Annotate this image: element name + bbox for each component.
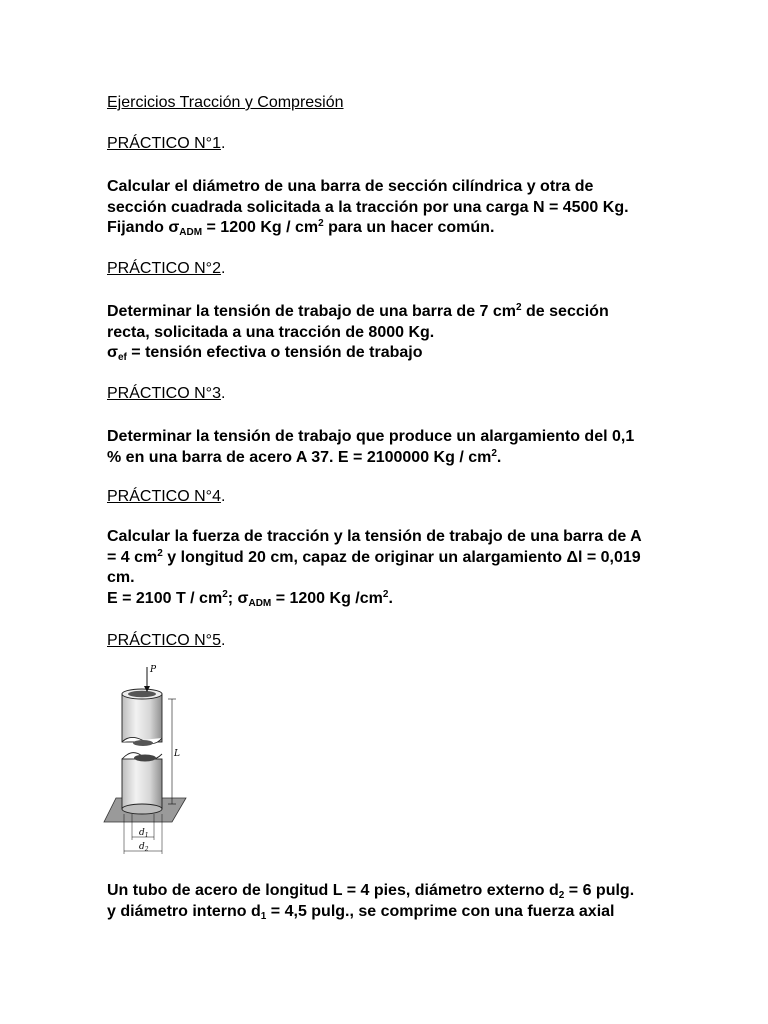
practico-2-heading-text: PRÁCTICO N°2 (107, 260, 221, 277)
text-run: = 4,5 pulg., se comprime con una fuerza axial (266, 902, 615, 920)
practico-4-line-2 (107, 548, 667, 569)
practico-5-heading-text: PRÁCTICO N°5 (107, 632, 221, 649)
practico-3-heading-text: PRÁCTICO N°3 (107, 385, 221, 402)
text-run: = 1200 Kg /cm (271, 589, 383, 607)
practico-1-line-2: sección cuadrada solicitada a la tracción por una carga N = 4500 Kg. (107, 198, 629, 216)
practico-1-heading: PRÁCTICO N°1. (107, 135, 226, 152)
practico-1-text (107, 177, 667, 239)
text-run: y diámetro interno d (107, 902, 261, 920)
text-run: % en una barra de acero A 37. E = 2100000 Kg / cm (107, 448, 492, 466)
text-run: E = 2100 T / cm (107, 589, 223, 607)
text-run: y longitud 20 cm, capaz de originar un alargamiento Δl = 0,019 (162, 548, 641, 566)
superscript: 2 (318, 218, 324, 229)
text-run: . (388, 589, 393, 607)
practico-3-heading: PRÁCTICO N°3. (107, 385, 226, 402)
text-run: ; σ (227, 589, 249, 607)
text-run: Determinar la tensión de trabajo de una barra de 7 cm (107, 303, 517, 320)
superscript: 2 (382, 588, 389, 600)
text-run: = 4 cm (107, 548, 158, 566)
practico-4-line-3: cm. (107, 569, 135, 586)
subscript: ADM (179, 227, 203, 238)
text-run: = 6 pulg. (564, 882, 635, 899)
tube-upper-segment (122, 694, 162, 742)
practico-2-heading: PRÁCTICO N°2. (107, 260, 226, 277)
label-p: P (150, 665, 157, 675)
practico-4-text (107, 527, 667, 609)
tube-upper-bore (128, 691, 156, 697)
subscript: 2 (558, 890, 565, 901)
practico-1-line-3 (107, 218, 667, 239)
text-run: = 1200 Kg / cm (202, 219, 319, 236)
superscript: 2 (516, 302, 522, 313)
text-run: Fijando σ (107, 219, 180, 236)
tube-upper-cut-bore (133, 740, 153, 746)
label-l: L (174, 749, 180, 759)
practico-1-heading-text: PRÁCTICO N°1 (107, 135, 221, 152)
label-d2: $d_2$ (139, 842, 149, 853)
text-run: de sección (521, 303, 609, 320)
practico-5-line-2 (107, 902, 667, 923)
subscript: ef (117, 352, 127, 363)
practico-4-line-1: Calcular la fuerza de tracción y la tensión de trabajo de una barra de A (107, 528, 642, 545)
label-d1: $d_1$ (139, 828, 149, 839)
tube-lower-bore (134, 755, 156, 762)
steel-tube-figure (102, 664, 202, 859)
practico-2-line-1 (107, 302, 667, 323)
tube-lower-segment (122, 759, 162, 809)
practico-3-line-2 (107, 448, 667, 469)
text-run: . (496, 448, 502, 466)
practico-4-heading: PRÁCTICO N°4. (107, 488, 226, 505)
practico-5-line-1 (107, 881, 667, 902)
document-title: Ejercicios Tracción y Compresión (107, 94, 344, 111)
text-run: Un tubo de acero de longitud L = 4 pies, diámetro externo d (107, 882, 559, 899)
practico-3-line-1: Determinar la tensión de trabajo que produce un alargamiento del 0,1 (107, 428, 635, 445)
subscript: ADM (248, 597, 272, 609)
practico-5-text (107, 881, 667, 922)
practico-4-line-4 (107, 589, 667, 610)
superscript: 2 (222, 588, 228, 600)
practico-5-heading: PRÁCTICO N°5. (107, 632, 226, 649)
practico-2-text (107, 302, 667, 364)
practico-2-line-2: recta, solicitada a una tracción de 8000 Kg. (107, 323, 435, 341)
tube-lower-bottom (122, 804, 162, 814)
practico-1-line-1: Calcular el diámetro de una barra de sección cilíndrica y otra de (107, 178, 594, 195)
practico-3-text (107, 427, 667, 468)
subscript: 1 (260, 910, 267, 922)
practico-2-line-3 (107, 343, 667, 364)
superscript: 2 (491, 447, 497, 459)
text-run: para un hacer común. (323, 219, 495, 236)
practico-4-heading-text: PRÁCTICO N°4 (107, 488, 221, 505)
text-run: σ (107, 344, 118, 361)
text-run: = tensión efectiva o tensión de trabajo (126, 344, 423, 361)
superscript: 2 (157, 547, 163, 559)
